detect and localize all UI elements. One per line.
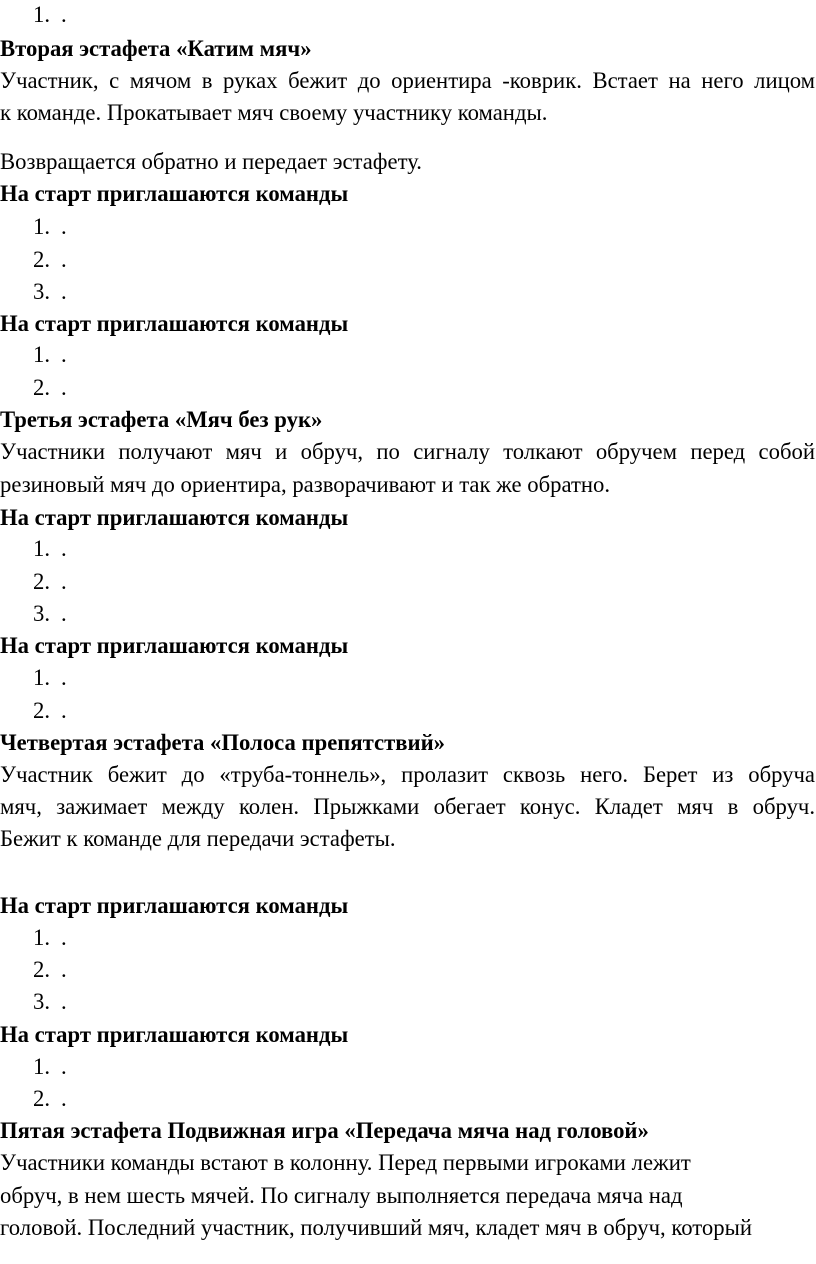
paragraph-line: Бежит к команде для передачи эстафеты. (0, 826, 396, 851)
list-item (33, 1054, 67, 1080)
paragraph-line: резиновый мяч до ориентира, разворачивают и так же обратно. (0, 472, 611, 497)
relay2-heading: Вторая эстафета «Катим мяч» (0, 36, 312, 61)
paragraph-line: обруч, в нем шесть мячей. По сигналу выполняется передача мяча над (0, 1183, 683, 1208)
item-text: . (61, 665, 67, 690)
paragraph-line: Участник бежит до «труба-тоннель», пролазит сквозь него. Берет из обруча (0, 762, 815, 787)
paragraph-line: головой. Последний участник, получивший мяч, кладет мяч в обруч, который (0, 1215, 752, 1240)
item-number: 3. (33, 601, 51, 626)
paragraph-line: Участники получают мяч и обруч, по сигналу толкают обручем перед собой (0, 439, 815, 464)
list-item (33, 569, 67, 595)
item-text: . (61, 1086, 67, 1111)
list-item (33, 2, 67, 28)
item-number: 1. (33, 214, 51, 239)
list-item (33, 698, 67, 724)
item-text: . (61, 375, 67, 400)
list-item (33, 925, 67, 951)
item-text: . (61, 342, 67, 367)
relay3-heading: Третья эстафета «Мяч без рук» (0, 407, 323, 432)
list-item (33, 665, 67, 691)
list-item (33, 342, 67, 368)
paragraph-line: Возвращается обратно и передает эстафету. (0, 149, 422, 174)
list-item (33, 601, 67, 627)
item-number: 1. (33, 536, 51, 561)
item-number: 3. (33, 279, 51, 304)
item-text: . (61, 925, 67, 950)
paragraph-line: Участник, с мячом в руках бежит до ориентира -коврик. Встает на него лицом (0, 68, 815, 93)
item-text: . (61, 569, 67, 594)
item-text: . (61, 957, 67, 982)
item-text: . (61, 279, 67, 304)
list-item (33, 279, 67, 305)
item-number: 1. (33, 2, 51, 27)
list-item (33, 1086, 67, 1112)
list-item (33, 214, 67, 240)
item-text: . (61, 1054, 67, 1079)
paragraph-line: мяч, зажимает между колен. Прыжками обегает конус. Кладет мяч в обруч. (0, 794, 815, 819)
start-heading: На старт приглашаются команды (0, 505, 349, 530)
list-item (33, 989, 67, 1015)
item-number: 2. (33, 569, 51, 594)
item-text: . (61, 2, 67, 27)
item-text: . (61, 247, 67, 272)
item-number: 1. (33, 342, 51, 367)
relay4-heading: Четвертая эстафета «Полоса препятствий» (0, 730, 446, 755)
list-item (33, 957, 67, 983)
item-number: 2. (33, 247, 51, 272)
item-number: 3. (33, 989, 51, 1014)
item-text: . (61, 698, 67, 723)
item-number: 2. (33, 1086, 51, 1111)
relay5-heading: Пятая эстафета Подвижная игра «Передача мяча над головой» (0, 1118, 649, 1143)
list-item (33, 247, 67, 273)
item-text: . (61, 601, 67, 626)
item-text: . (61, 536, 67, 561)
start-heading: На старт приглашаются команды (0, 181, 349, 206)
item-text: . (61, 214, 67, 239)
start-heading: На старт приглашаются команды (0, 1022, 349, 1047)
item-number: 1. (33, 925, 51, 950)
start-heading: На старт приглашаются команды (0, 633, 349, 658)
paragraph-line: Участники команды встают в колонну. Перед первыми игроками лежит (0, 1150, 691, 1175)
item-text: . (61, 989, 67, 1014)
item-number: 2. (33, 957, 51, 982)
paragraph-line: к команде. Прокатывает мяч своему участнику команды. (0, 100, 548, 125)
item-number: 1. (33, 1054, 51, 1079)
item-number: 2. (33, 375, 51, 400)
item-number: 1. (33, 665, 51, 690)
item-number: 2. (33, 698, 51, 723)
start-heading: На старт приглашаются команды (0, 311, 349, 336)
list-item (33, 375, 67, 401)
start-heading: На старт приглашаются команды (0, 893, 349, 918)
list-item (33, 536, 67, 562)
